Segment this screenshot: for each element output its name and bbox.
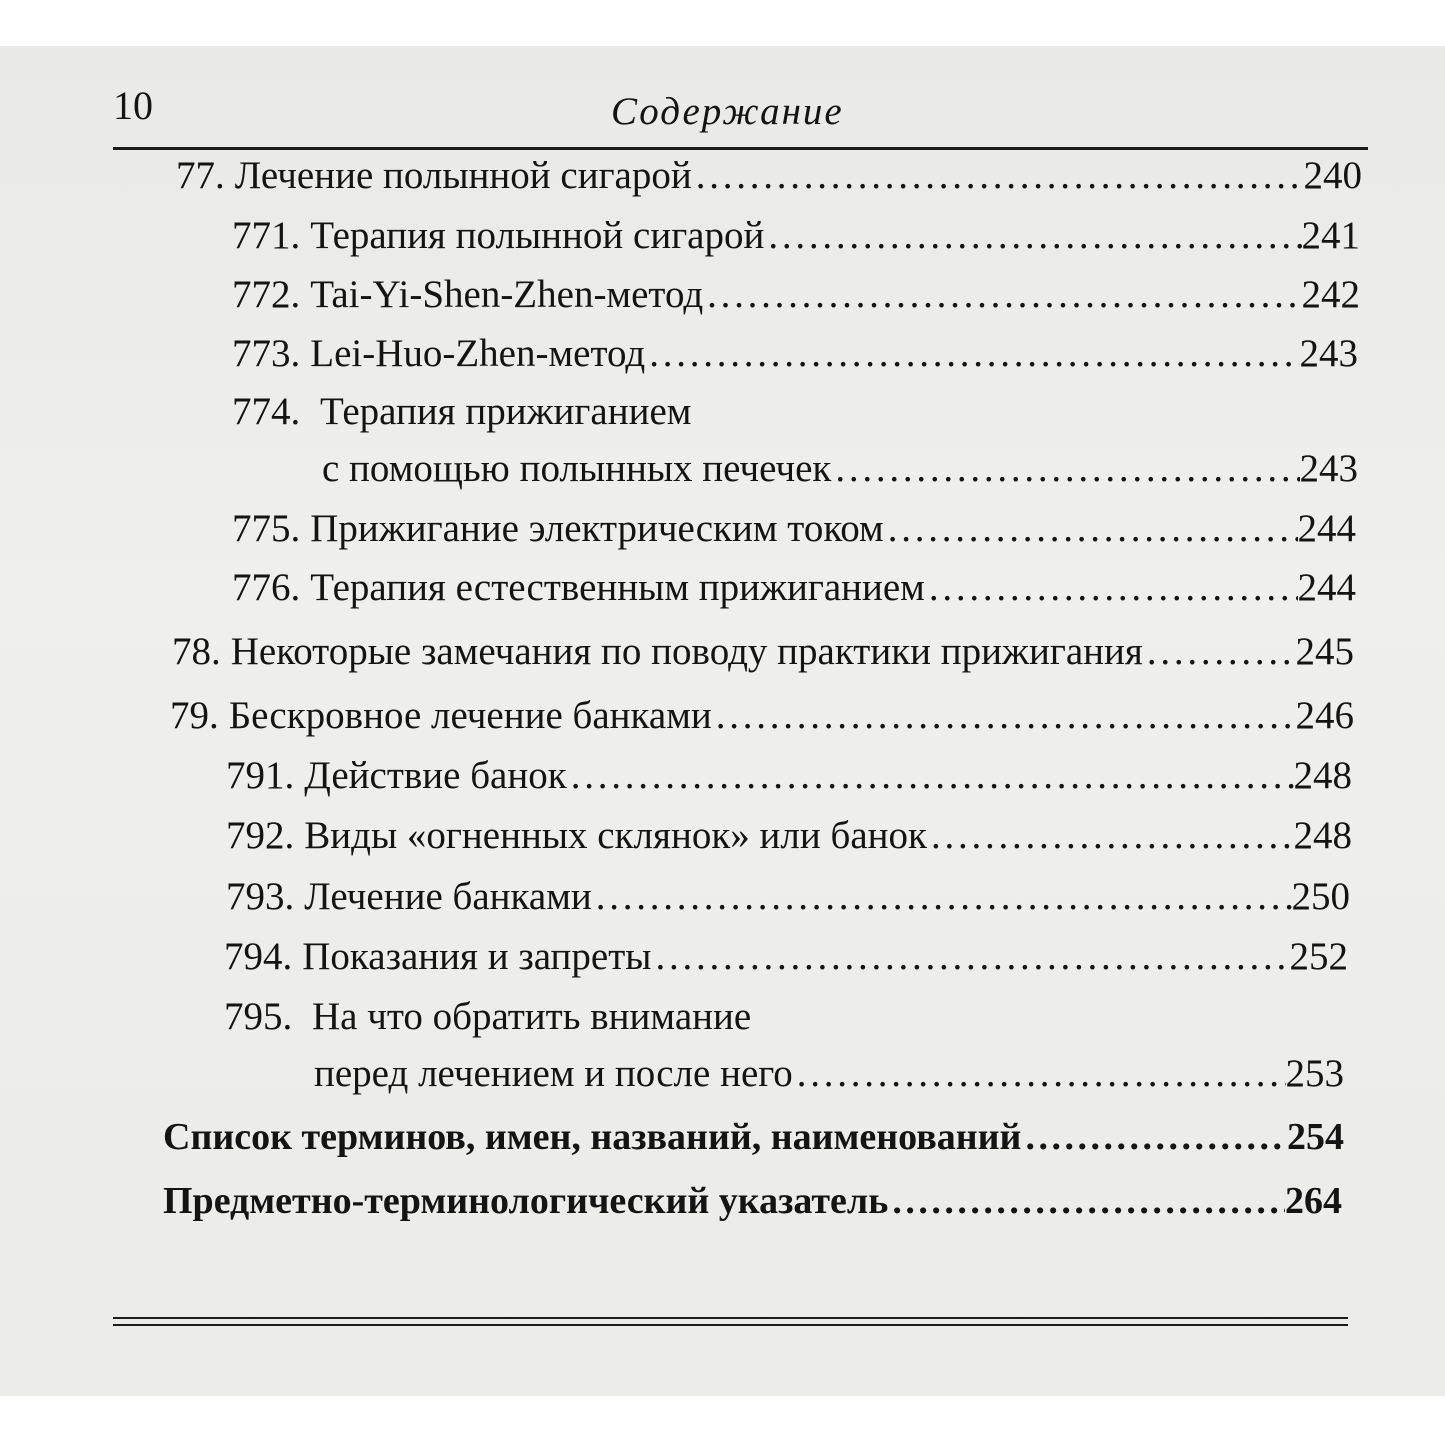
toc-entry-page: 240 (1303, 154, 1362, 197)
toc-entry-795-first-line (224, 992, 751, 1042)
toc-entry-number: 773. (232, 332, 301, 375)
toc-entry-number: 791. (226, 754, 295, 797)
toc-entry-78 (172, 627, 1354, 677)
toc-entry-number: 771. (232, 214, 301, 257)
toc-entry-number: 78. (172, 630, 221, 673)
toc-entry-page: 244 (1297, 566, 1356, 609)
toc-entry-number: 774. (232, 390, 301, 433)
dot-leader (1021, 1112, 1287, 1162)
dot-leader (645, 329, 1299, 379)
dot-leader (651, 932, 1289, 982)
toc-entry-794 (224, 932, 1348, 982)
toc-entry-page: 241 (1301, 214, 1360, 257)
toc-entry-page: 253 (1285, 1052, 1344, 1095)
toc-entry-title: На что обратить внимание (312, 995, 752, 1038)
toc-entry-number: 775. (232, 507, 301, 550)
toc-entry-subject-index (163, 1176, 1342, 1226)
running-title: Содержание (611, 90, 844, 133)
toc-entry-number: 776. (232, 566, 301, 609)
toc-entry-title: Виды «огненных склянок» или банок (304, 814, 927, 857)
toc-entry-page: 248 (1293, 814, 1352, 857)
toc-entry-title: Прижигание электрическим током (310, 507, 884, 550)
toc-entry-775 (232, 504, 1356, 554)
toc-entry-page: 246 (1295, 694, 1354, 737)
dot-leader (927, 811, 1294, 861)
dot-leader (888, 1176, 1285, 1226)
toc-entry-771 (232, 211, 1360, 261)
dot-leader (925, 563, 1298, 613)
toc-entry-776 (232, 563, 1356, 613)
toc-entry-774 (322, 444, 1358, 494)
toc-entry-title: Некоторые замечания по поводу практики прижигания (230, 630, 1143, 673)
dot-leader (712, 691, 1296, 741)
toc-entry-page: 242 (1301, 273, 1360, 316)
toc-entry-number: 79. (170, 694, 219, 737)
toc-entry-page: 243 (1299, 447, 1358, 490)
toc-entry-number: 792. (226, 814, 295, 857)
toc-entry-774-first-line (232, 387, 691, 437)
toc-entry-page: 245 (1295, 630, 1354, 673)
toc-entry-title: Терапия естественным прижиганием (310, 566, 925, 609)
toc-entry-number: 794. (224, 935, 293, 978)
toc-entry-glossary (163, 1112, 1344, 1162)
dot-leader (831, 444, 1299, 494)
toc-entry-title-continued: с помощью полынных печечек (322, 447, 832, 490)
toc-entry-77 (176, 151, 1362, 201)
toc-entry-792 (226, 811, 1352, 861)
toc-entry-793 (226, 872, 1350, 922)
dot-leader (567, 751, 1294, 801)
toc-entry-title: Терапия прижиганием (320, 390, 692, 433)
toc-entry-772 (232, 270, 1360, 320)
toc-entry-title: Терапия полынной сигарой (310, 214, 765, 257)
toc-entry-773 (232, 329, 1358, 379)
dot-leader (1143, 627, 1296, 677)
toc-entry-title: Показания и запреты (302, 935, 652, 978)
footer-double-rule (113, 1317, 1348, 1326)
dot-leader (592, 872, 1292, 922)
toc-entry-title: Действие банок (304, 754, 567, 797)
toc-entry-number: 77. (176, 154, 225, 197)
toc-entry-title: Lei-Huo-Zhen-метод (310, 332, 646, 375)
toc-entry-791 (226, 751, 1352, 801)
toc-entry-page: 244 (1297, 507, 1356, 550)
toc-entry-title-continued: перед лечением и после него (314, 1052, 793, 1095)
table-of-contents (0, 46, 1445, 1346)
dot-leader (692, 151, 1304, 201)
toc-entry-795 (314, 1049, 1344, 1099)
toc-entry-title: Лечение банками (304, 875, 592, 918)
dot-leader (703, 270, 1301, 320)
toc-entry-title: Лечение полынной сигарой (234, 154, 692, 197)
book-page (0, 46, 1445, 1396)
toc-entry-title: Бескровное лечение банками (228, 694, 712, 737)
toc-entry-number: 772. (232, 273, 301, 316)
toc-entry-page: 250 (1291, 875, 1350, 918)
toc-entry-number: 795. (224, 995, 293, 1038)
toc-entry-page: 243 (1299, 332, 1358, 375)
toc-entry-title: Список терминов, имен, названий, наименований (163, 1116, 1022, 1158)
toc-entry-page: 248 (1293, 754, 1352, 797)
toc-entry-page: 264 (1285, 1180, 1342, 1222)
dot-leader (884, 504, 1298, 554)
toc-entry-page: 254 (1287, 1116, 1344, 1158)
toc-entry-79 (170, 691, 1354, 741)
dot-leader (764, 211, 1301, 261)
dot-leader (793, 1049, 1286, 1099)
toc-entry-number: 793. (226, 875, 295, 918)
toc-entry-title: Предметно-терминологический указатель (163, 1180, 889, 1222)
page-number: 10 (113, 83, 153, 128)
toc-entry-title: Tai-Yi-Shen-Zhen-метод (310, 273, 704, 316)
toc-entry-page: 252 (1289, 935, 1348, 978)
